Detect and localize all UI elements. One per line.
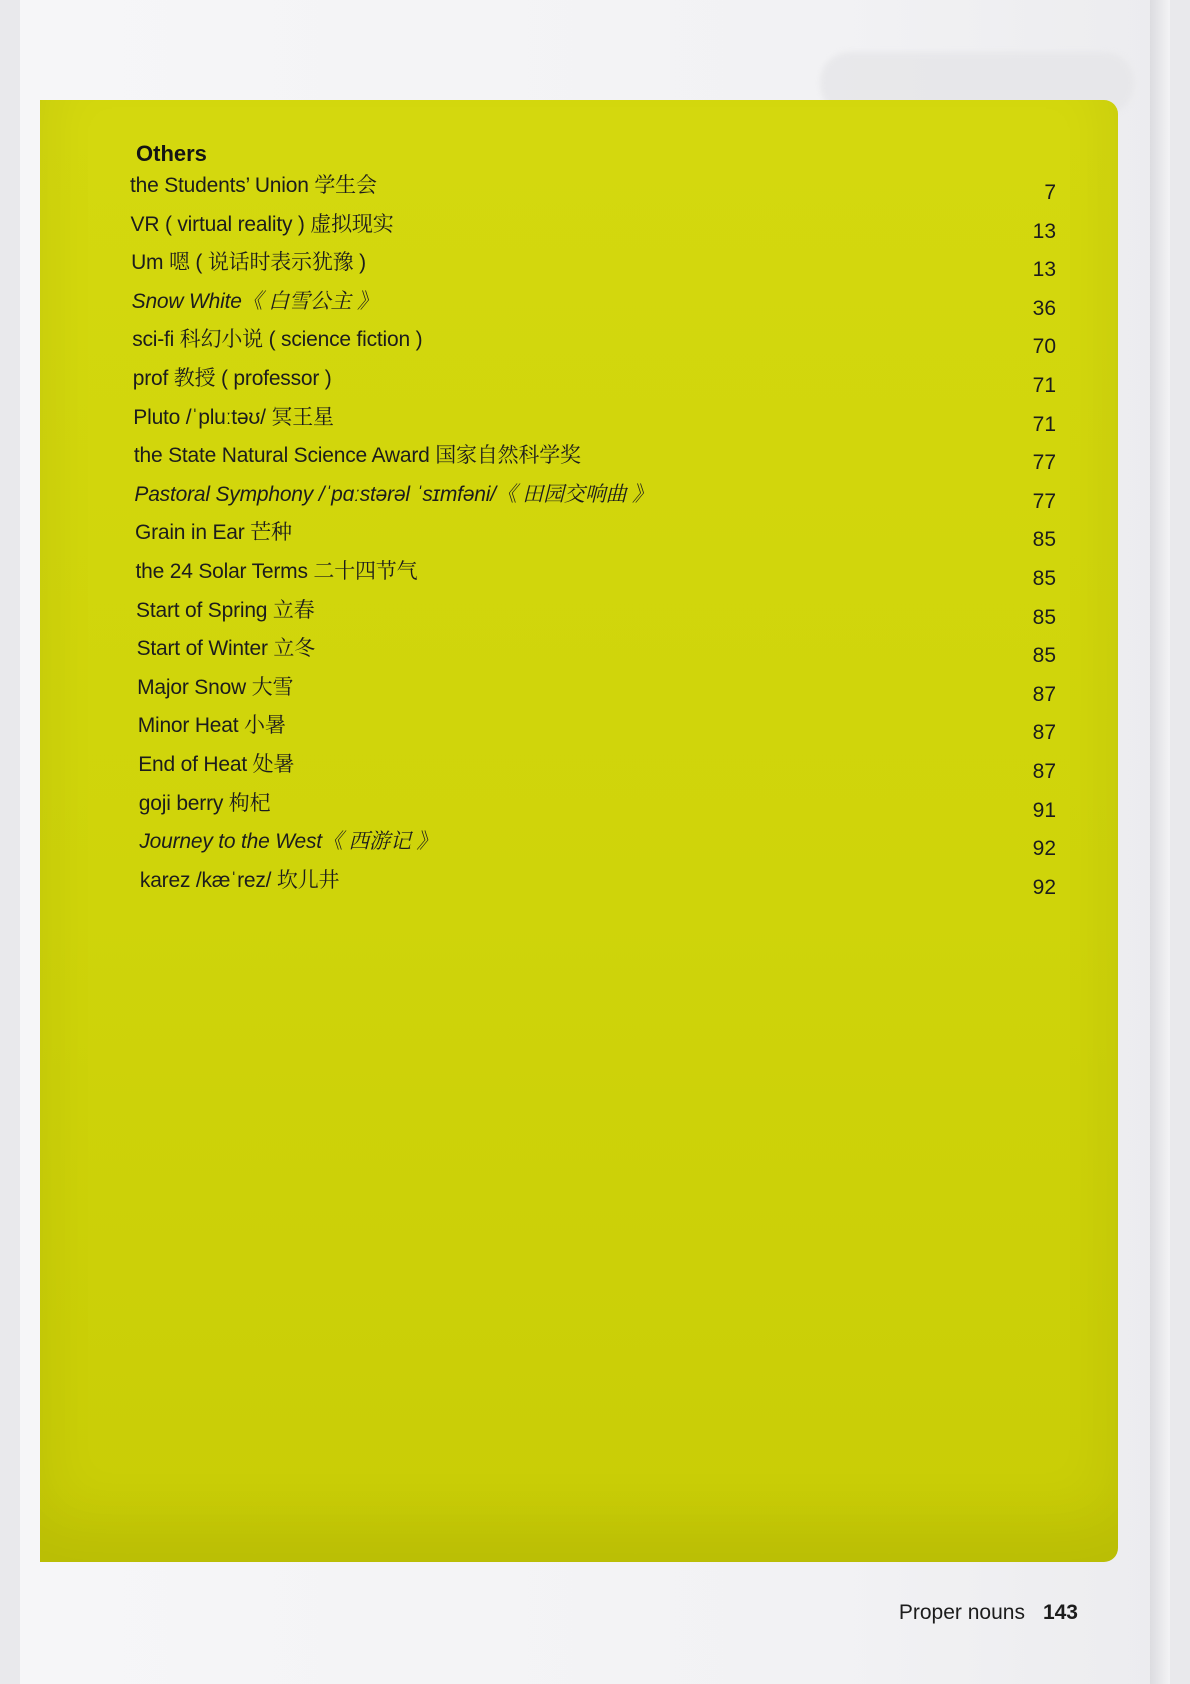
glossary-entry [40, 864, 1118, 904]
entry-page-number: 77 [1032, 451, 1056, 475]
glossary-entry [40, 748, 1118, 788]
entry-term: Snow White《 白雪公主 》 [131, 289, 378, 313]
glossary-entry [40, 787, 1118, 827]
entry-page-number: 85 [1032, 644, 1056, 668]
entry-page-number: 92 [1032, 875, 1056, 899]
glossary-entry [40, 632, 1118, 672]
entry-term: prof 教授 ( professor ) [132, 367, 332, 390]
section-title: Others [136, 141, 207, 166]
entry-term: Start of Spring 立春 [136, 598, 315, 622]
entry-term: Um 嗯 ( 说话时表示犹豫 ) [131, 251, 366, 275]
glossary-entry [40, 208, 1118, 248]
glossary-entry [40, 439, 1118, 479]
entry-page-number: 87 [1032, 721, 1056, 745]
entry-term: Grain in Ear 芒种 [134, 521, 292, 545]
entry-term: VR ( virtual reality ) 虚拟现实 [130, 212, 394, 236]
entry-term: Start of Winter 立冬 [136, 637, 316, 661]
entry-page-number: 7 [1044, 181, 1056, 204]
page-footer [899, 1601, 1078, 1625]
entry-term: karez /kæˈrez/ 坎儿井 [139, 868, 340, 892]
glossary-entry [40, 671, 1118, 711]
glossary-entry [40, 169, 1118, 209]
entry-term: Minor Heat 小暑 [137, 714, 286, 738]
glossary-entry [40, 709, 1118, 749]
entry-term: End of Heat 处暑 [138, 753, 295, 776]
glossary-entry [40, 478, 1118, 518]
glossary-entry [40, 401, 1118, 441]
glossary-entry [40, 285, 1118, 325]
entry-page-number: 13 [1032, 258, 1056, 282]
page-edge [1150, 0, 1170, 1684]
entry-page-number: 85 [1032, 605, 1056, 629]
glossary-panel [40, 100, 1118, 1562]
entry-term: sci-fi 科幻小说 ( science fiction ) [132, 328, 423, 352]
entry-page-number: 77 [1032, 489, 1056, 513]
entry-term: Major Snow 大雪 [137, 675, 294, 699]
glossary-entry [40, 516, 1118, 556]
glossary-entries [40, 100, 1118, 1562]
entry-term: goji berry 枸杞 [138, 791, 271, 815]
entry-page-number: 87 [1032, 760, 1056, 783]
entry-page-number: 36 [1032, 296, 1056, 320]
entry-page-number: 71 [1032, 412, 1056, 436]
footer-label: Proper nouns [898, 1601, 1025, 1624]
entry-page-number: 13 [1032, 219, 1056, 243]
entry-page-number: 71 [1032, 374, 1056, 397]
glossary-entry [40, 246, 1118, 286]
page-number: 143 [1042, 1601, 1078, 1624]
entry-term: the State Natural Science Award 国家自然科学奖 [133, 444, 581, 468]
entry-page-number: 70 [1032, 335, 1056, 359]
entry-term: Pastoral Symphony /ˈpɑːstərəl ˈsɪmfəni/《 田园交响曲 》 [134, 482, 653, 506]
entry-term: Journey to the West《 西游记 》 [139, 830, 438, 854]
entry-page-number: 85 [1032, 528, 1056, 552]
entry-page-number: 85 [1032, 567, 1056, 590]
entry-term: the Students’ Union 学生会 [130, 174, 377, 197]
entry-page-number: 87 [1032, 682, 1056, 706]
entry-term: Pluto /ˈpluːtəʊ/ 冥王星 [133, 405, 334, 429]
entry-page-number: 91 [1032, 798, 1056, 822]
glossary-entry [40, 825, 1118, 865]
glossary-entry [40, 594, 1118, 634]
glossary-entry [40, 362, 1118, 402]
glossary-entry [40, 323, 1118, 363]
entry-page-number: 92 [1032, 837, 1056, 861]
entry-term: the 24 Solar Terms 二十四节气 [135, 560, 418, 583]
glossary-entry [40, 555, 1118, 595]
book-page [20, 0, 1170, 1684]
